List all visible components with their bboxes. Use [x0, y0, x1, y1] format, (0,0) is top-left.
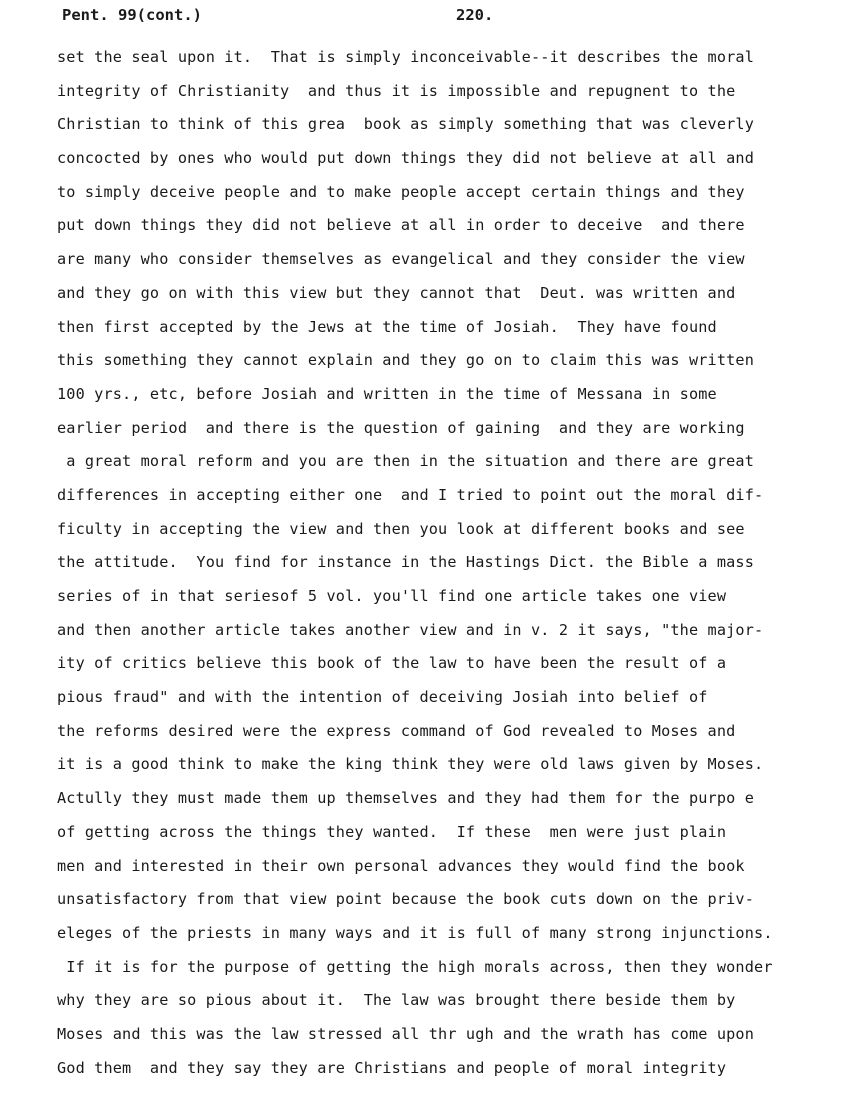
text-line: ity of critics believe this book of the law to have been the result of a: [57, 654, 727, 673]
text-line: pious fraud" and with the intention of deceiving Josiah into belief of: [57, 688, 708, 707]
text-line: set the seal upon it. That is simply inconceivable--it describes the moral: [57, 48, 755, 66]
text-line: ficulty in accepting the view and then you look at different books and see: [57, 519, 745, 538]
text-line: and then another article takes another view and in v. 2 it says, "the major-: [57, 620, 764, 639]
text-line: differences in accepting either one and I tried to point out the moral dif-: [57, 485, 764, 504]
text-line: integrity of Christianity and thus it is impossible and repugnent to the: [57, 81, 736, 100]
text-line: series of in that seriesof 5 vol. you'll find one article takes one view: [57, 587, 727, 605]
text-line: are many who consider themselves as evangelical and they consider the view: [57, 250, 745, 269]
text-line: Moses and this was the law stressed all thr ugh and the wrath has come upon: [57, 1024, 755, 1043]
text-line: of getting across the things they wanted. If these men were just plain: [57, 822, 727, 841]
section-label: Pent. 99(cont.): [62, 6, 202, 24]
text-line: Christian to think of this grea book as simply something that was cleverly: [57, 115, 755, 134]
text-line: then first accepted by the Jews at the time of Josiah. They have found: [57, 317, 717, 336]
text-line: this something they cannot explain and they go on to claim this was written: [57, 351, 755, 370]
text-line: God them and they say they are Christians and people of moral integrity: [57, 1058, 727, 1077]
text-line: to simply deceive people and to make people accept certain things and they: [57, 182, 745, 201]
text-line: unsatisfactory from that view point because the book cuts down on the priv-: [57, 890, 755, 909]
text-line: and they go on with this view but they cannot that Deut. was written and: [57, 283, 736, 302]
page-number: 220.: [456, 6, 494, 24]
text-line: the reforms desired were the express command of God revealed to Moses and: [57, 721, 736, 740]
text-line: put down things they did not believe at all in order to deceive and there: [57, 216, 745, 235]
text-line: Actully they must made them up themselves and they had them for the purpo e: [57, 789, 755, 808]
text-line: concocted by ones who would put down things they did not believe at all and: [57, 149, 755, 168]
text-line: 100 yrs., etc, before Josiah and written in the time of Messana in some: [57, 384, 717, 403]
text-line: a great moral reform and you are then in the situation and there are great: [57, 452, 755, 471]
text-line: the attitude. You find for instance in the Hastings Dict. the Bible a mass: [57, 553, 755, 572]
text-line: it is a good think to make the king think they were old laws given by Moses.: [57, 755, 764, 774]
page-header: [62, 6, 830, 30]
body-text: [57, 45, 847, 1089]
text-line: If it is for the purpose of getting the high morals across, then they wonder: [57, 957, 773, 976]
text-line: men and interested in their own personal advances they would find the book: [57, 856, 745, 875]
text-line: eleges of the priests in many ways and it is full of many strong injunctions.: [57, 923, 773, 942]
text-line: why they are so pious about it. The law was brought there beside them by: [57, 991, 736, 1010]
text-line: earlier period and there is the question of gaining and they are working: [57, 418, 745, 437]
